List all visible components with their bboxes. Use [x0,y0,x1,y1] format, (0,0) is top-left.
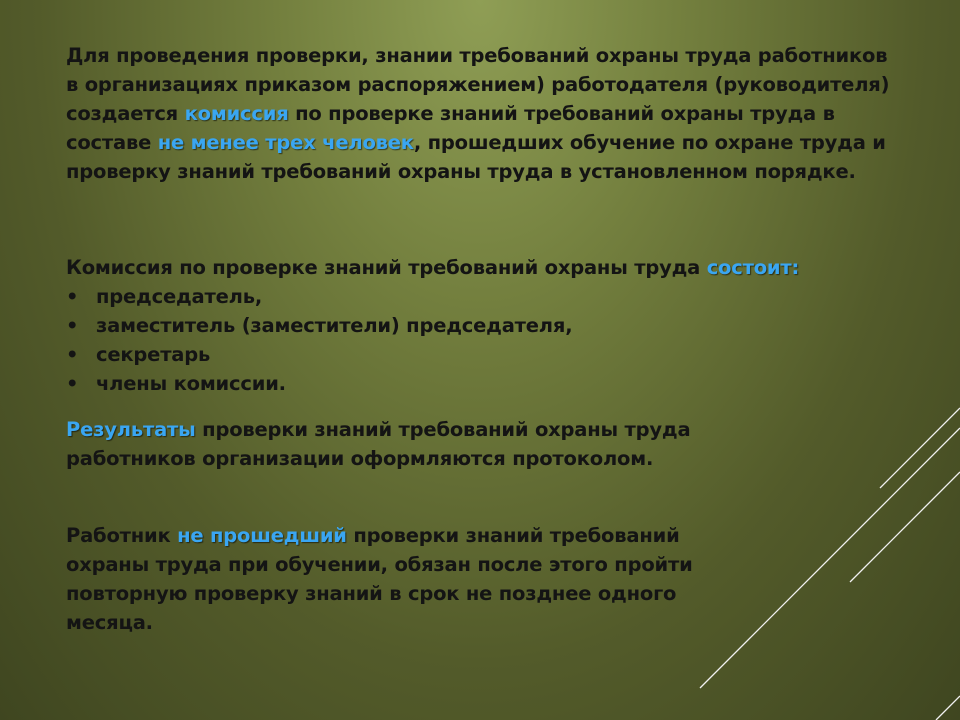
member-label: члены комиссии. [96,372,286,395]
paragraph1-text-2: по проверке знаний требований охраны труда в составе [66,102,835,154]
decor-line-4 [936,696,960,720]
highlight-consists: состоит: [706,256,800,279]
member-label: председатель, [96,285,263,308]
bullet-glyph: • [66,314,79,337]
bullet-glyph: • [66,343,79,366]
decor-line-1 [880,408,960,488]
composition-intro-text: Комиссия по проверке знаний требований охраны труда [66,256,707,279]
highlight-min-three-people: не менее трех человек [157,131,414,154]
failed-text-2: проверки знаний требований охраны труда при обучении, обязан после этого пройти повторную проверку знаний в срок не позднее одного месяца. [66,524,693,634]
highlight-not-passed: не прошедший [177,524,347,547]
member-label: заместитель (заместители) председателя, [96,314,573,337]
highlight-commission: комиссия [184,102,289,125]
decor-line-2 [850,472,960,582]
bullet-glyph: • [66,372,79,395]
bullet-glyph: • [66,285,79,308]
member-label: секретарь [96,343,211,366]
paragraph1-text-1: Для проведения проверки, знании требований охраны труда работников в организациях приказом распоряжением) работодателя (руководителя) создается [66,44,890,125]
highlight-results: Результаты [66,418,196,441]
results-text: проверки знаний требований охраны труда работников организации оформляются протоколом. [66,418,691,470]
failed-text-1: Работник [66,524,178,547]
decor-line-3 [700,428,960,688]
paragraph1-text-3: , прошедших обучение по охране труда и проверку знаний требований охраны труда в установленном порядке. [66,131,886,183]
